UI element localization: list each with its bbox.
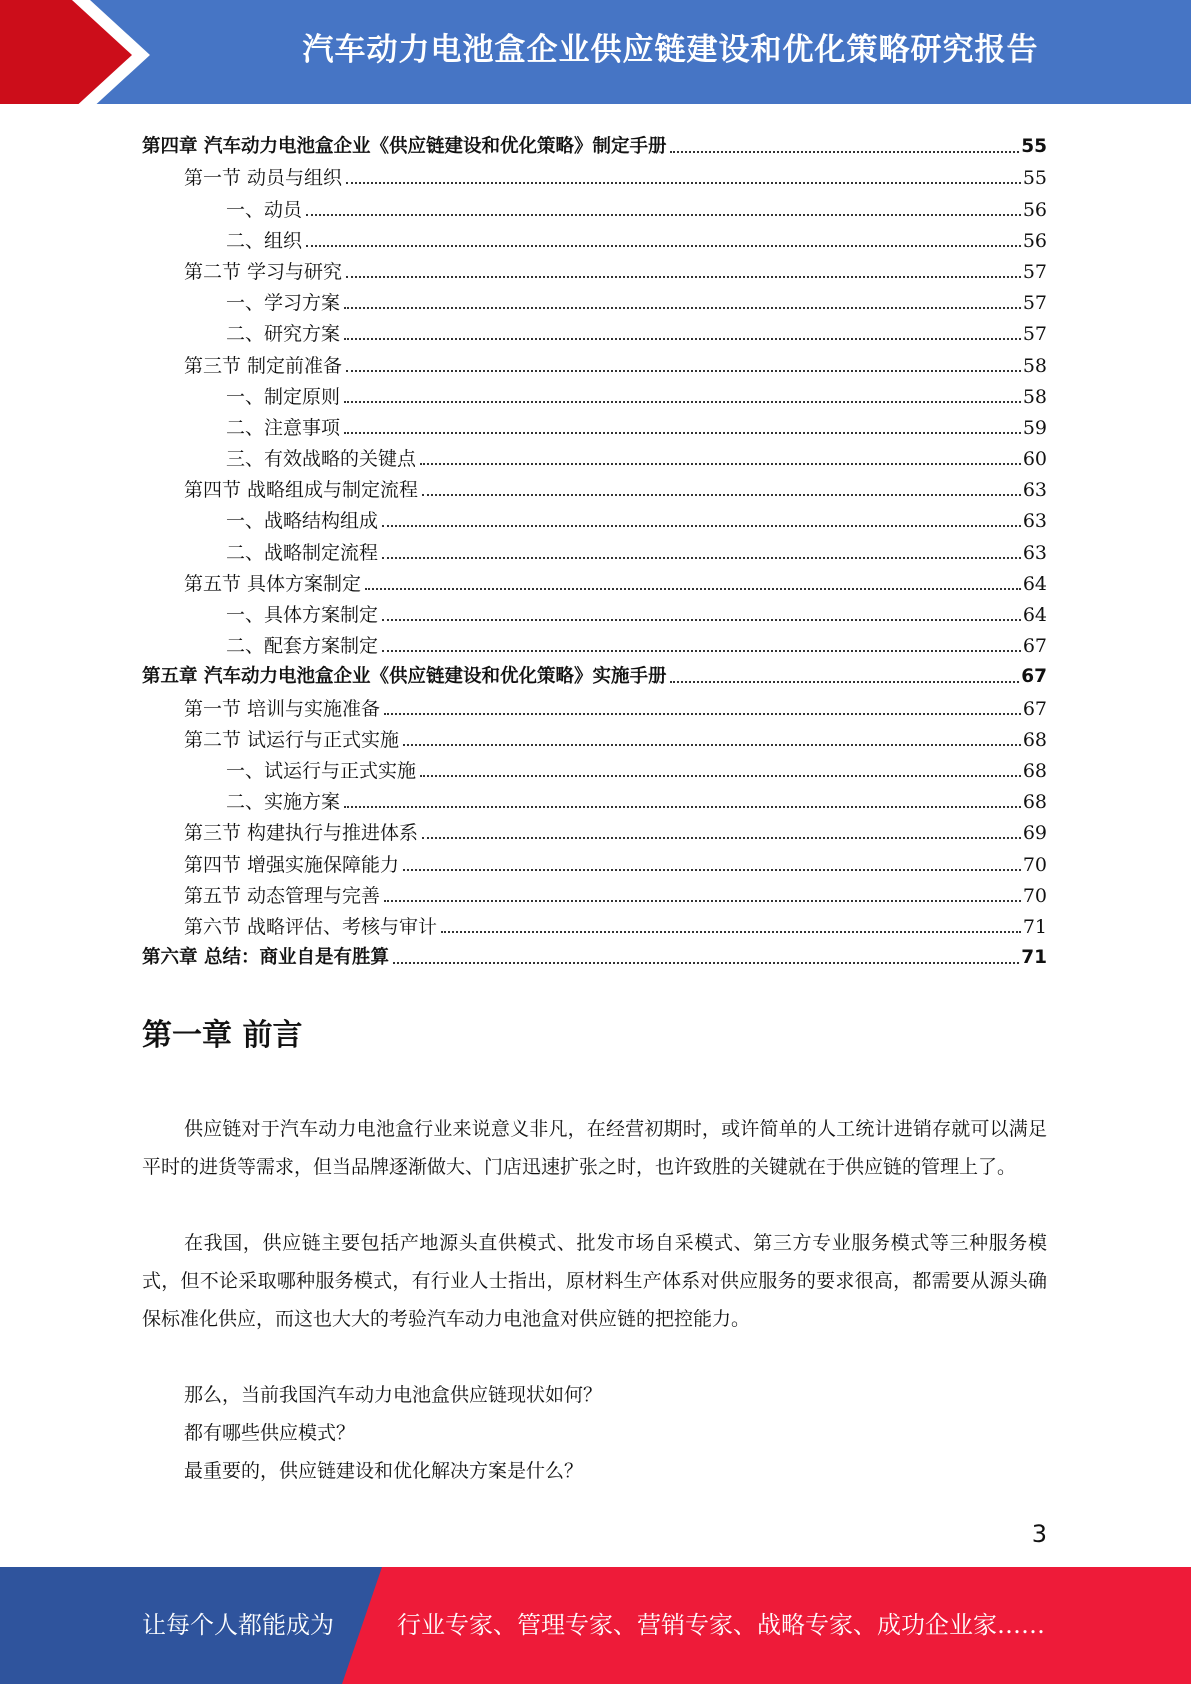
toc-leader-dots (403, 869, 1021, 871)
toc-entry-label: 一、战略结构组成 (226, 510, 379, 533)
toc-leader-dots (306, 214, 1021, 216)
toc-entry-page: 69 (1022, 822, 1047, 845)
question-2: 都有哪些供应模式？ (184, 1422, 356, 1444)
toc-entry[interactable] (142, 533, 1047, 564)
toc-entry-page: 68 (1022, 759, 1047, 782)
toc-leader-dots (393, 962, 1019, 964)
toc-leader-dots (422, 494, 1021, 496)
toc-entry-page: 55 (1021, 136, 1047, 158)
toc-entry-page: 71 (1021, 947, 1047, 969)
toc-entry-label: 第六节 战略评估、考核与审计 (184, 915, 438, 938)
toc-entry[interactable] (142, 159, 1047, 190)
toc-entry-page: 67 (1022, 635, 1047, 658)
toc-entry-label: 二、战略制定流程 (226, 541, 379, 564)
toc-leader-dots (365, 588, 1021, 590)
page-footer (0, 1567, 1191, 1684)
toc-entry-label: 第四章 汽车动力电池盒企业《供应链建设和优化策略》制定手册 (142, 136, 667, 158)
toc-entry-page: 55 (1022, 167, 1047, 190)
toc-leader-dots (346, 370, 1021, 372)
toc-leader-dots (384, 713, 1021, 715)
toc-entry[interactable] (142, 440, 1047, 471)
toc-entry-page: 64 (1022, 572, 1047, 595)
toc-leader-dots (382, 650, 1021, 652)
toc-entry[interactable] (142, 908, 1047, 939)
toc-entry-page: 63 (1022, 479, 1047, 502)
toc-entry[interactable] (142, 315, 1047, 346)
footer-slogan-right: 行业专家、管理专家、营销专家、战略专家、成功企业家…… (397, 1611, 1045, 1639)
toc-leader-dots (344, 338, 1021, 340)
toc-entry-page: 68 (1022, 728, 1047, 751)
toc-entry-page: 60 (1022, 448, 1047, 471)
toc-entry-page: 64 (1022, 604, 1047, 626)
page-number: 3 (1031, 1520, 1047, 1548)
toc-entry-page: 57 (1022, 260, 1047, 283)
toc-entry-label: 二、研究方案 (226, 323, 341, 346)
toc-entry[interactable] (142, 877, 1047, 908)
toc-entry-label: 二、实施方案 (226, 791, 341, 814)
toc-leader-dots (422, 837, 1021, 839)
toc-entry[interactable] (142, 502, 1047, 533)
toc-entry-label: 第一节 动员与组织 (184, 167, 343, 190)
toc-entry[interactable] (142, 939, 1047, 970)
question-3: 最重要的，供应链建设和优化解决方案是什么？ (184, 1460, 584, 1482)
toc-leader-dots (420, 775, 1021, 777)
question-1: 那么，当前我国汽车动力电池盒供应链现状如何？ (184, 1384, 603, 1406)
toc-entry-label: 一、学习方案 (226, 292, 341, 315)
toc-entry-label: 三、有效战略的关键点 (226, 448, 417, 471)
toc-entry-label: 第二节 学习与研究 (184, 260, 343, 283)
toc-entry[interactable] (142, 253, 1047, 284)
toc-entry-page: 71 (1022, 915, 1047, 938)
toc-entry-page: 67 (1021, 666, 1047, 688)
toc-entry-page: 63 (1022, 510, 1047, 533)
toc-entry-label: 二、组织 (226, 229, 303, 252)
header-title: 汽车动力电池盒企业供应链建设和优化策略研究报告 (302, 32, 1039, 68)
toc-leader-dots (306, 245, 1021, 247)
toc-leader-dots (670, 151, 1019, 153)
toc-entry-label: 第三节 构建执行与推进体系 (184, 822, 419, 845)
toc-entry-label: 第二节 试运行与正式实施 (184, 728, 400, 751)
toc-entry-label: 第六章 总结：商业自是有胜算 (142, 947, 389, 969)
toc-leader-dots (344, 401, 1021, 403)
toc-entry[interactable] (142, 845, 1047, 876)
toc-entry[interactable] (142, 409, 1047, 440)
toc-leader-dots (403, 744, 1021, 746)
toc-entry-page: 57 (1022, 292, 1047, 315)
toc-entry[interactable] (142, 471, 1047, 502)
toc-entry-label: 第五节 具体方案制定 (184, 572, 362, 595)
toc-entry[interactable] (142, 658, 1047, 689)
toc-entry[interactable] (142, 627, 1047, 658)
toc-entry-label: 第四节 增强实施保障能力 (184, 853, 400, 876)
footer-slogan-left: 让每个人都能成为 (142, 1611, 334, 1639)
toc-entry-page: 56 (1022, 229, 1047, 252)
toc-leader-dots (344, 307, 1021, 309)
toc-entry-label: 二、注意事项 (226, 416, 341, 439)
toc-entry-label: 第三节 制定前准备 (184, 354, 343, 377)
toc-entry-page: 67 (1022, 697, 1047, 720)
toc-entry[interactable] (142, 565, 1047, 596)
toc-entry-page: 70 (1022, 884, 1047, 907)
toc-entry-label: 一、试运行与正式实施 (226, 759, 417, 782)
toc-entry[interactable] (142, 346, 1047, 377)
toc-leader-dots (670, 681, 1019, 683)
toc-entry[interactable] (142, 814, 1047, 845)
toc-leader-dots (384, 900, 1021, 902)
toc-entry[interactable] (142, 752, 1047, 783)
toc-entry[interactable] (142, 128, 1047, 159)
toc-entry-page: 70 (1022, 853, 1047, 876)
toc-leader-dots (346, 276, 1021, 278)
toc-entry[interactable] (142, 783, 1047, 814)
toc-entry-page: 58 (1022, 385, 1047, 408)
toc-leader-dots (382, 557, 1021, 559)
toc-entry-label: 第五章 汽车动力电池盒企业《供应链建设和优化策略》实施手册 (142, 666, 667, 688)
toc-entry-label: 一、制定原则 (226, 385, 341, 408)
toc-entry[interactable] (142, 190, 1047, 221)
body-text (142, 1110, 1047, 1490)
toc-entry[interactable] (142, 596, 1047, 627)
toc-entry-page: 68 (1022, 791, 1047, 814)
toc-entry-page: 59 (1022, 416, 1047, 439)
toc-entry-label: 第五节 动态管理与完善 (184, 884, 381, 907)
chapter-heading: 第一章 前言 (142, 1018, 303, 1053)
toc-entry-page: 63 (1022, 541, 1047, 564)
toc-leader-dots (344, 806, 1021, 808)
toc-leader-dots (420, 463, 1021, 465)
toc-entry-page: 56 (1022, 198, 1047, 221)
toc-entry-label: 一、动员 (226, 198, 303, 221)
toc-entry[interactable] (142, 689, 1047, 720)
toc-entry-page: 57 (1022, 323, 1047, 346)
toc-entry[interactable] (142, 378, 1047, 409)
toc-entry-page: 58 (1022, 354, 1047, 377)
toc-entry-label: 一、具体方案制定 (226, 604, 379, 626)
paragraph-1: 供应链对于汽车动力电池盒行业来说意义非凡，在经营初期时，或许简单的人工统计进销存就可以满足平时的进货等需求，但当品牌逐渐做大、门店迅速扩张之时，也许致胜的关键就在于供应链的管理上了。 (142, 1118, 1047, 1178)
toc-leader-dots (382, 525, 1021, 527)
toc-leader-dots (344, 432, 1021, 434)
toc-entry-label: 第一节 培训与实施准备 (184, 697, 381, 720)
page-header (0, 0, 1191, 110)
toc-entry-label: 第四节 战略组成与制定流程 (184, 479, 419, 502)
toc-entry[interactable] (142, 222, 1047, 253)
toc-entry[interactable] (142, 721, 1047, 752)
toc-leader-dots (346, 182, 1021, 184)
toc-leader-dots (441, 931, 1021, 933)
toc-entry[interactable] (142, 284, 1047, 315)
toc-entry-label: 二、配套方案制定 (226, 635, 379, 658)
toc-leader-dots (382, 619, 1021, 621)
table-of-contents (142, 128, 1047, 970)
paragraph-2: 在我国，供应链主要包括产地源头直供模式、批发市场自采模式、第三方专业服务模式等三种服务模式，但不论采取哪种服务模式，有行业人士指出，原材料生产体系对供应服务的要求很高，都需要从源头确保标准化供应，而这也大大的考验汽车动力电池盒对供应链的把控能力。 (142, 1232, 1047, 1330)
